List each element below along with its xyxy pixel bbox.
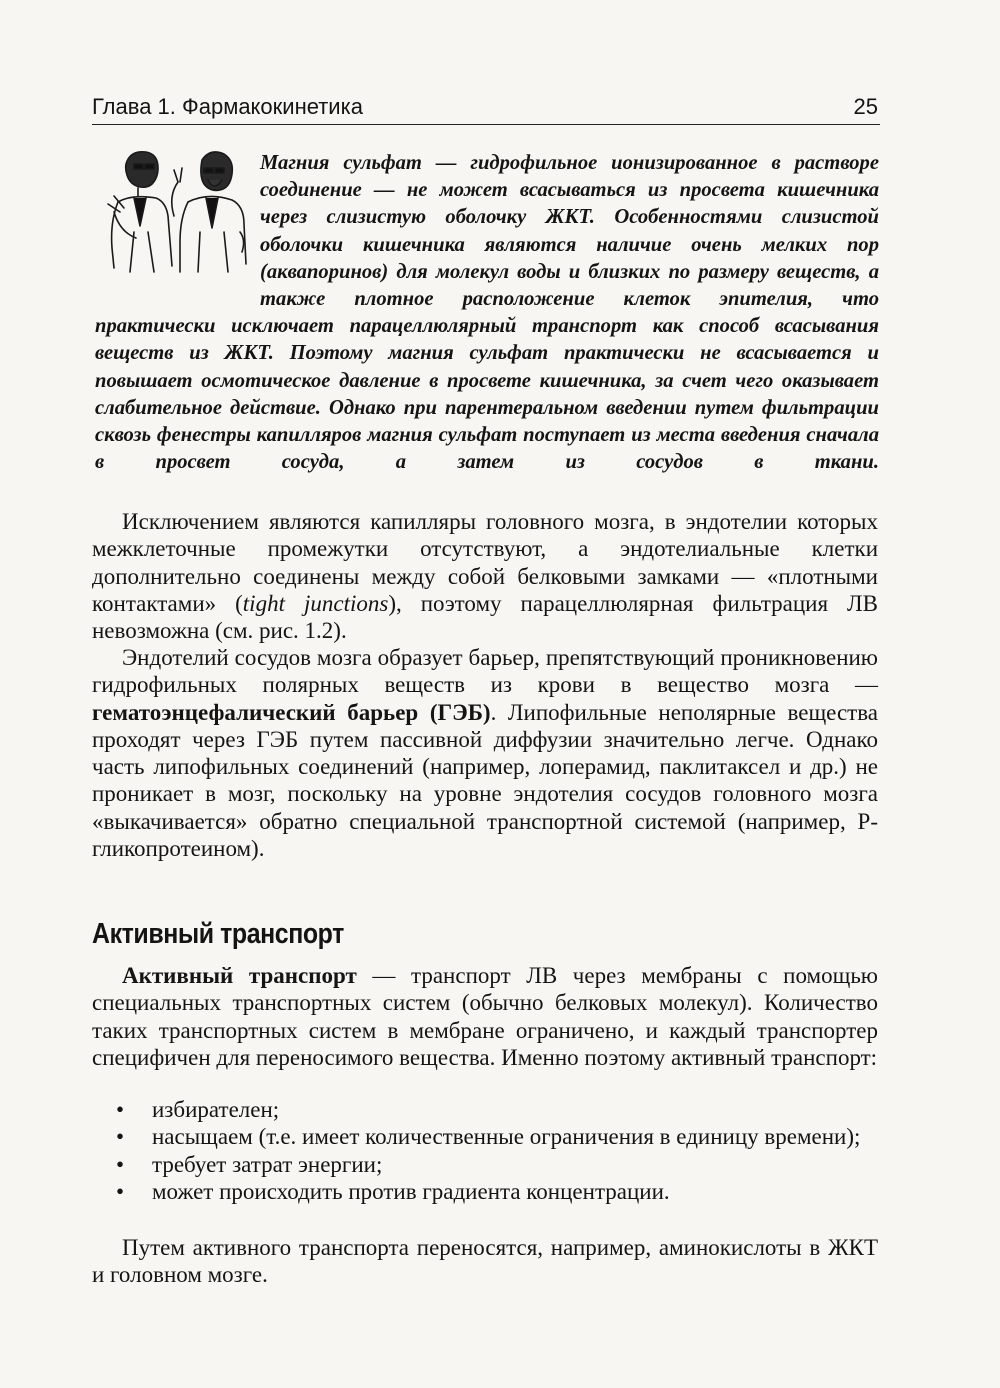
section-heading: Активный транспорт [92,918,344,950]
bullet-marker: • [116,1178,125,1204]
properties-list [92,1096,878,1205]
list-item-text: избирателен; [152,1097,280,1122]
running-header [92,92,880,125]
chapter-title: Глава 1. Фармакокинетика [92,94,363,119]
bullet-marker: • [116,1151,125,1177]
page-number: 25 [853,94,878,119]
list-item [92,1151,878,1178]
para4-text: Путем активного транспорта переносятся, например, аминокислоты в ЖКТ и головном мозге. [92,1235,878,1288]
illustration-spacer [95,150,260,310]
magnesium-sulfate-note [95,150,879,476]
para1-text-a: Исключением являются капилляры головного мозга, в эндотелии которых межклеточные промежутки отсутствуют, а эндотелиальные клетки дополнительно соединены между собой белковыми замками — «плотными контактами» ( [92,509,878,616]
paragraph-bbb [92,644,878,862]
list-item [92,1178,878,1205]
para2-text-b: . Липофильные неполярные вещества проходят через ГЭБ путем пассивной диффузии значительно легче. Однако часть липофильных соединений (например, лоперамид, паклитаксел и др.) не проникает в мозг, поскольку на уровне эндотелия сосудов головного мозга «выкачивается» обратно специальной транспортной системой (например, Р-гликопротеином). [92,699,878,862]
list-item [92,1096,878,1123]
paragraph-examples [92,1234,878,1289]
para2-bold-term: гематоэнцефалический барьер (ГЭБ) [92,699,491,725]
list-item-text: насыщаем (т.е. имеет количественные ограничения в единицу времени); [152,1124,861,1150]
list-item-text: требует затрат энергии; [152,1151,383,1177]
para1-italic-term: tight junctions [242,590,389,616]
bullet-marker: • [116,1097,125,1122]
list-item [92,1123,878,1150]
para3-bold-term: Активный транспорт [122,963,357,988]
list-item-text: может происходить против градиента концентрации. [152,1178,670,1204]
paragraph-active-transport [92,962,878,1071]
para1-text-b: ), поэтому парацеллюлярная фильтрация ЛВ невозможна (см. рис. 1.2). [92,590,878,644]
paragraph-capillaries [92,508,878,644]
note-text: Магния сульфат — гидрофильное ионизированное в растворе соединение — не может всасываться из просвета кишечника через слизистую оболочку ЖКТ. Особенностями слизистой оболочки кишечника являются наличие очень мелких пор (аквапоринов) для молекул воды и близких по размеру веществ, а также плотное расположение клеток эпителия, что практически исключает парацеллюлярный транспорт как способ всасывания веществ из ЖКТ. Поэтому магния сульфат практически не всасывается и повышает осмотическое давление в просвете кишечника, за счет чего оказывает слабительное действие. Однако при парентеральном введении путем фильтрации сквозь фенестры капилляров магния сульфат поступает из места введения сначала в просвет сосуда, а затем из сосудов в ткани. [95,152,879,474]
para2-text-a: Эндотелий сосудов мозга образует барьер, препятствующий проникновению гидрофильных полярных веществ из крови в вещество мозга — [92,645,878,698]
para3-text: — транспорт ЛВ через мембраны с помощью специальных транспортных систем (обычно белковых молекул). Количество таких транспортных систем в мембране ограничено, и каждый транспортер специфичен для переносимого вещества. Именно поэтому активный транспорт: [92,963,878,1070]
bullet-marker: • [116,1124,125,1150]
